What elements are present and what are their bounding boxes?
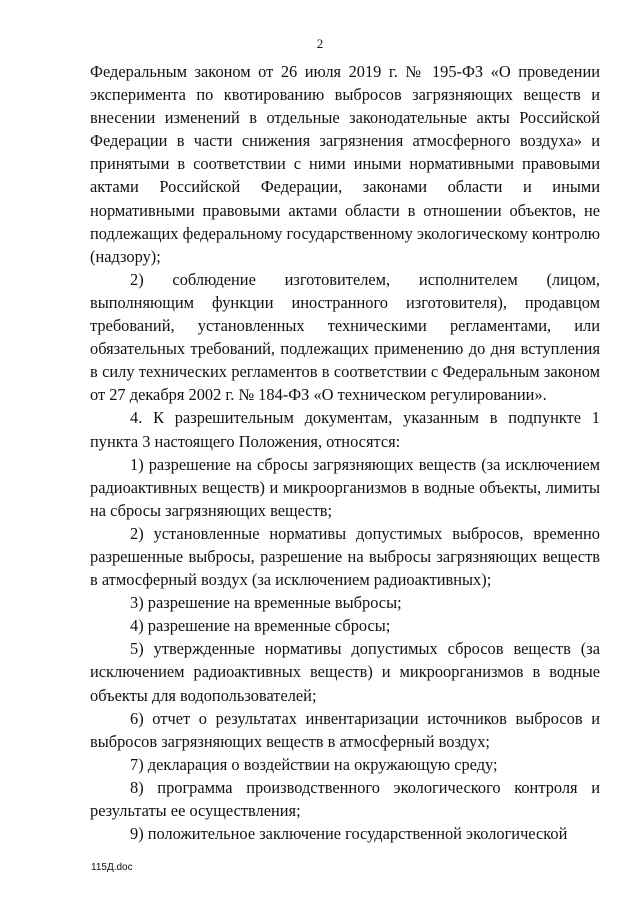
list-item-5: 5) утвержденные нормативы допустимых сбросов веществ (за исключением радиоактивных веществ) и микроорганизмов в водные объекты для водопользователей; [90, 639, 600, 705]
list-item-9: 9) положительное заключение государственной экологической [130, 824, 568, 844]
list-item-3: 3) разрешение на временные выбросы; [130, 593, 402, 613]
paragraph-section-4: 4. К разрешительным документам, указанным в подпункте 1 пункта 3 настоящего Положения, относятся: [90, 408, 600, 451]
paragraph-item-2-compliance: 2) соблюдение изготовителем, исполнителем (лицом, выполняющим функции иностранного изготовителя), продавцом требований, установленных техническими регламентами, или обязательных требований, подлежащих применению до дня вступления в силу технических регламентов в соответствии с Федеральным законом от 27 декабря 2002 г. № 184-ФЗ «О техническом регулировании». [90, 269, 600, 405]
list-item-4: 4) разрешение на временные сбросы; [130, 616, 391, 636]
paragraph-continuation: Федеральным законом от 26 июля 2019 г. № 195-ФЗ «О проведении эксперимента по квотированию выбросов загрязняющих веществ и внесении изменений в отдельные законодательные акты Российской Федерации в части снижения загрязнения атмосферного воздуха» и принятыми в соответствии с ними иными нормативными правовыми актами Российской Федерации, законами области и иными нормативными правовыми актами области в отношении объектов, не подлежащих федеральному государственному экологическому контролю (надзору); [90, 62, 600, 266]
page-number: 2 [316, 36, 324, 51]
list-item-8: 8) программа производственного экологического контроля и результаты ее осуществления; [90, 777, 600, 820]
list-item-1: 1) разрешение на сбросы загрязняющих веществ (за исключением радиоактивных веществ) и микроорганизмов в водные объекты, лимиты на сбросы загрязняющих веществ; [90, 454, 600, 520]
list-item-7: 7) декларация о воздействии на окружающую среду; [130, 754, 498, 774]
list-item-6: 6) отчет о результатах инвентаризации источников выбросов и выбросов загрязняющих веществ в атмосферный воздух; [90, 708, 600, 751]
list-item-2: 2) установленные нормативы допустимых выбросов, временно разрешенные выбросы, разрешение на выбросы загрязняющих веществ в атмосферный воздух (за исключением радиоактивных); [90, 523, 600, 590]
document-body [90, 60, 600, 845]
footer-filename: 115Д.doc [91, 862, 133, 873]
